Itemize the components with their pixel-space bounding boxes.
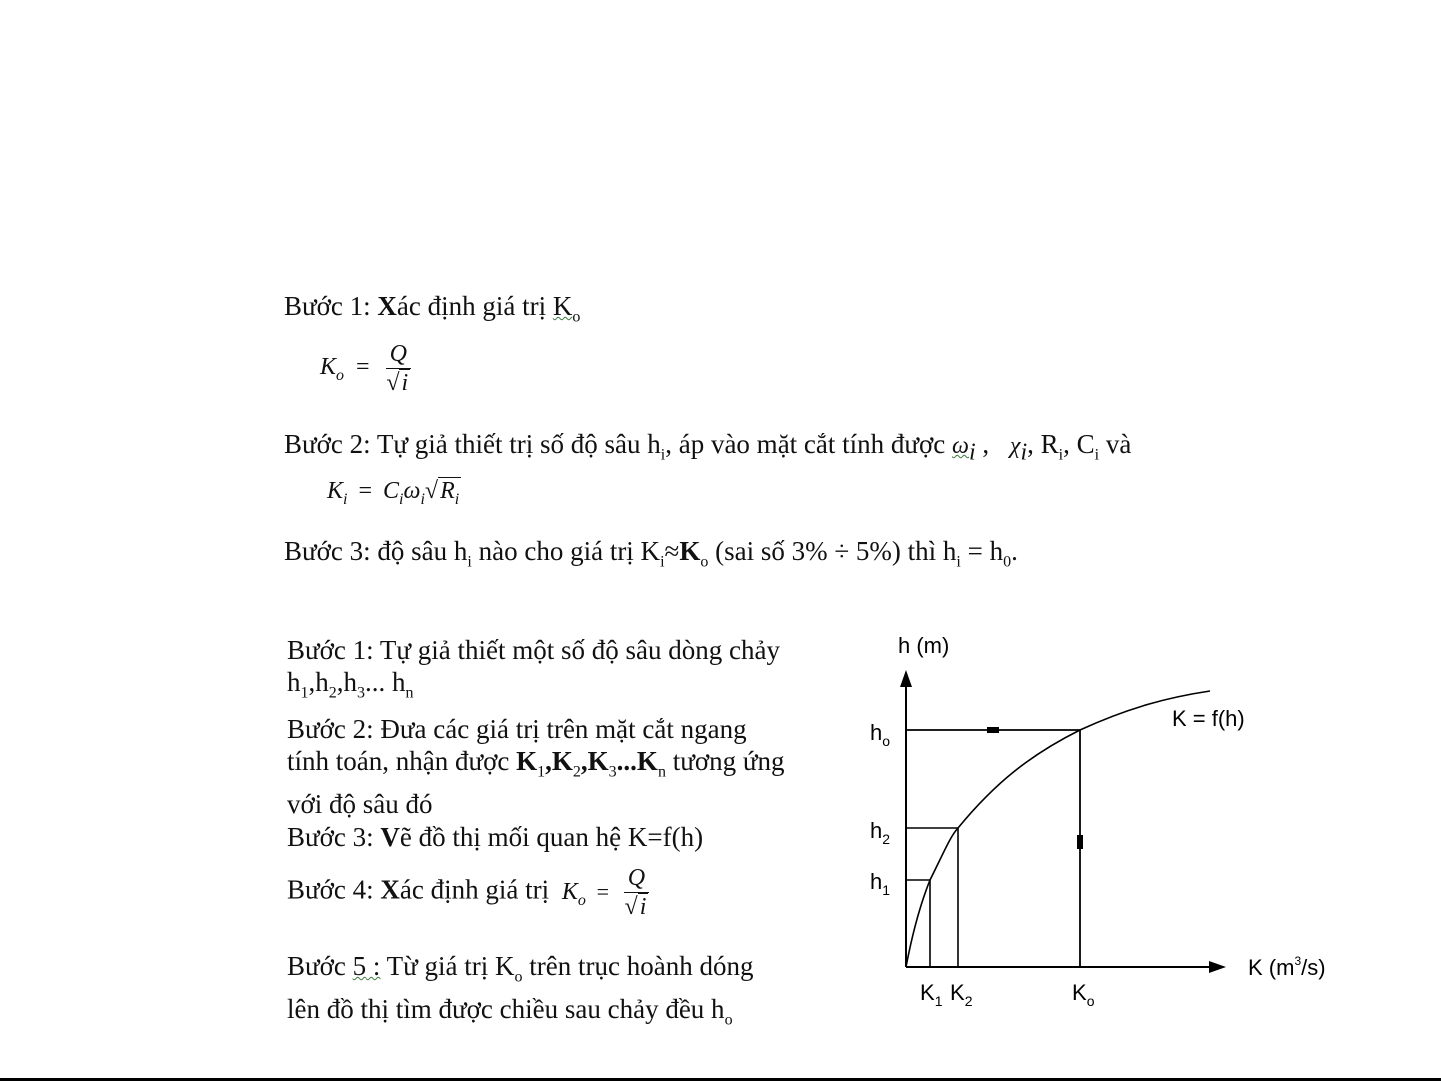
k0-label: $K_o$ bbox=[1072, 980, 1095, 1009]
method2-step1 bbox=[287, 634, 780, 709]
fraction: $\frac{Q}{√i}$ bbox=[386, 340, 411, 397]
h2-label: $h_2$ bbox=[870, 818, 891, 847]
h0-label: $h_o$ bbox=[870, 720, 891, 749]
step1-line1: Bước 1: Tự giả thiết một số độ sâu dòng chảy bbox=[287, 635, 780, 665]
k1-label: $K_1$ bbox=[920, 980, 943, 1009]
step-label: Bước 3: bbox=[284, 536, 371, 566]
y-axis-label: h (m) bbox=[898, 633, 950, 658]
step2-line2: tính toán, nhận được $K_1,K_2,K_3...K_n$ tương ứng bbox=[287, 746, 785, 781]
method2-step2 bbox=[287, 713, 784, 820]
up-arrow-mark bbox=[1077, 835, 1083, 849]
fraction: $\frac{Q}{√i}$ bbox=[624, 864, 649, 921]
step-text: ác định giá trị bbox=[396, 291, 553, 321]
y-axis-arrow bbox=[900, 670, 912, 687]
method2-step4: Bước 4: Xác định giá trị $K_o$ = $\frac{Q}{√i}$ bbox=[287, 864, 653, 921]
method2-step5: Bước 5 : Từ giá trị $K_o$ trên trục hoành dóng lên đồ thị tìm được chiều sau chảy đều $h_o$ bbox=[287, 951, 754, 1029]
method1-step2: Bước 2: Tự giả thiết trị số độ sâu $h_i$, áp vào mặt cắt tính được $\omega_i$ , $\chi_i$, $R_i$, $C_i$ và bbox=[284, 429, 1132, 466]
bold-initial: X bbox=[377, 291, 397, 321]
curve-label: K = f(h) bbox=[1172, 706, 1245, 731]
h1-label: $h_1$ bbox=[870, 869, 891, 898]
method1-step3: Bước 3: độ sâu $h_i$ nào cho giá trị $K_i\approx K_o$ (sai số 3% ÷ 5%) thì $h_i = h_0$. bbox=[284, 536, 1018, 571]
k0-symbol: $K_o$ bbox=[552, 291, 581, 326]
x-axis-arrow bbox=[1209, 961, 1226, 973]
step-label: Bước 2: bbox=[284, 429, 371, 459]
formula-k0: $K_o$ = $\frac{Q}{√i}$ bbox=[320, 340, 415, 397]
x-axis-label: K $(m^3/s)$ bbox=[1248, 954, 1326, 980]
step2-line3: với độ sâu đó bbox=[287, 789, 433, 820]
formula-ki: $K_i = C_i\omega_i√R_i$ bbox=[327, 478, 460, 508]
method1-step1 bbox=[284, 290, 580, 333]
step2-line1: Bước 2: Đưa các giá trị trên mặt cắt ngang bbox=[287, 714, 747, 744]
left-arrow-mark bbox=[987, 727, 999, 733]
method2-step3: Bước 3: Vẽ đồ thị mối quan hệ K=f(h) bbox=[287, 822, 704, 852]
k2-label: $K_2$ bbox=[950, 980, 973, 1009]
step1-line2: $h_1,h_2,h_3$... $h_n$ bbox=[287, 667, 414, 702]
step-label: Bước 1: bbox=[284, 291, 371, 321]
k-h-graph bbox=[850, 625, 1350, 1025]
k-f-h-curve bbox=[906, 691, 1210, 967]
